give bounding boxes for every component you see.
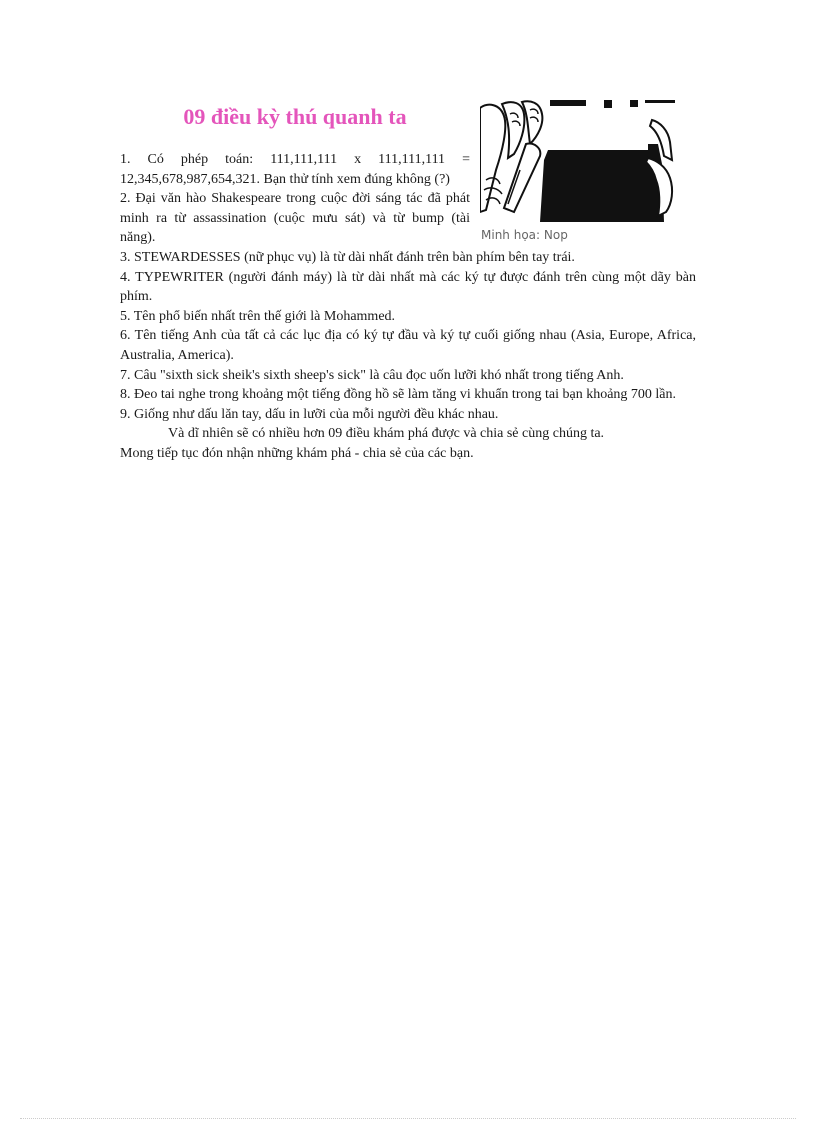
document-body bbox=[120, 150, 696, 464]
list-item: 5. Tên phổ biến nhất trên thế giới là Mohammed. bbox=[120, 308, 396, 324]
list-item: 3. STEWARDESSES (nữ phục vụ) là từ dài nhất đánh trên bàn phím bên tay trái. bbox=[120, 249, 575, 265]
list-item: 4. TYPEWRITER (người đánh máy) là từ dài nhất mà các ký tự được đánh trên cùng một dãy bàn phím. bbox=[120, 269, 696, 305]
list-item: 2. Đại văn hào Shakespeare trong cuộc đời sáng tác đã phát minh ra từ assassination (cuộc mưu sát) và từ bump (tài năng). bbox=[120, 191, 470, 246]
list-item: 9. Giống như dấu lăn tay, dấu in lưỡi của mỗi người đều khác nhau. bbox=[120, 406, 499, 422]
list-item: 1. Có phép toán: 111,111,111 x 111,111,111 = 12,345,678,987,654,321. Bạn thử tính xem đúng không (?) bbox=[120, 152, 470, 187]
closing-line: Mong tiếp tục đón nhận những khám phá - chia sẻ của các bạn. bbox=[120, 445, 474, 461]
page-footer-divider bbox=[20, 1118, 796, 1119]
list-item: 7. Câu "sixth sick sheik's sixth sheep's sick" là câu đọc uốn lưỡi khó nhất trong tiếng Anh. bbox=[120, 367, 624, 383]
list-item: 6. Tên tiếng Anh của tất cả các lục địa có ký tự đầu và ký tự cuối giống nhau (Asia, Europe, Africa, Australia, America). bbox=[120, 328, 696, 363]
page-title: 09 điều kỳ thú quanh ta bbox=[183, 104, 407, 129]
figure-caption: Minh họa: Nop bbox=[481, 228, 568, 242]
list-item: 8. Đeo tai nghe trong khoảng một tiếng đồng hồ sẽ làm tăng vi khuẩn trong tai bạn khoảng 700 lần. bbox=[120, 387, 677, 403]
closing-line: Và dĩ nhiên sẽ có nhiều hơn 09 điều khám phá được và chia sẻ cùng chúng ta. bbox=[168, 426, 605, 442]
